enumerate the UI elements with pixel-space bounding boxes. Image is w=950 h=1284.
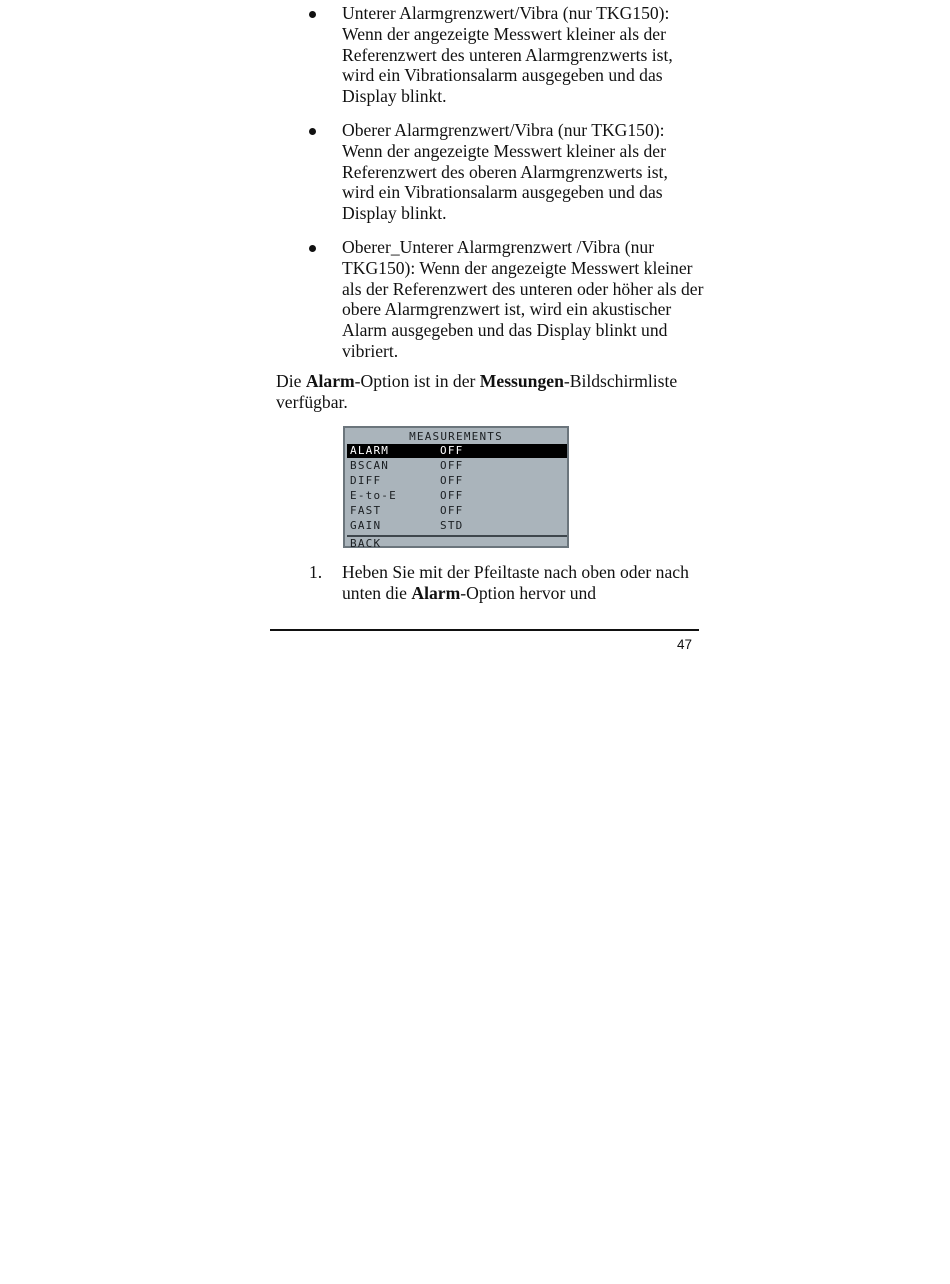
bullet-text: Oberer Alarmgrenzwert/Vibra (nur TKG150): Wenn der angezeigte Messwert kleiner als der Referenzwert des oberen Alarmgrenzwerts ist, wird ein Vibrationsalarm ausgegeben und das Display blinkt. (342, 119, 668, 224)
lcd-footer-back: BACK (350, 537, 382, 550)
lcd-row-alarm (347, 444, 567, 458)
bullet-icon (309, 11, 316, 18)
list-item (304, 120, 704, 224)
measurements-screen-image (343, 426, 569, 548)
page-number: 47 (676, 637, 692, 652)
lcd-row-label: DIFF (350, 474, 382, 487)
lcd-row-e-to-e (347, 489, 567, 503)
lcd-row-label: BSCAN (350, 459, 390, 472)
lcd-row-fast (347, 504, 567, 518)
footer-divider (270, 629, 699, 631)
paragraph-middle: -Option ist in der (354, 371, 480, 391)
lcd-row-value: OFF (440, 444, 464, 457)
list-item (304, 3, 704, 107)
lcd-title: MEASUREMENTS (409, 430, 503, 443)
lcd-row-value: STD (440, 519, 464, 532)
step-bold-alarm: Alarm (411, 582, 461, 603)
lcd-row-value: OFF (440, 504, 464, 517)
lcd-row-label: ALARM (350, 444, 390, 457)
step-item (304, 562, 704, 604)
paragraph-bold-messungen: Messungen (479, 371, 564, 391)
lcd-row-bscan (347, 459, 567, 473)
paragraph-bold-alarm: Alarm (305, 371, 355, 391)
step-number: 1. (309, 562, 323, 582)
bullet-icon (309, 245, 316, 252)
paragraph-prefix: Die (276, 371, 306, 391)
lcd-row-value: OFF (440, 489, 464, 502)
list-item (304, 237, 704, 362)
lcd-row-diff (347, 474, 567, 488)
alarm-limit-bullet-list (304, 3, 704, 375)
lcd-row-value: OFF (440, 459, 464, 472)
step-text (304, 562, 704, 604)
paragraph-suffix: -Bildschirmliste verfügbar. (276, 371, 678, 412)
bullet-text: Oberer_Unterer Alarmgrenzwert /Vibra (nur TKG150): Wenn der angezeigte Messwert kleiner als der Referenzwert des unteren oder höher als der obere Alarmgrenzwert ist, wird ein akustischer Alarm ausgegeben und das Display blinkt und vibriert. (342, 236, 704, 361)
bullet-text: Unterer Alarmgrenzwert/Vibra (nur TKG150): Wenn der angezeigte Messwert kleiner als der Referenzwert des unteren Alarmgrenzwerts ist, wird ein Vibrationsalarm ausgegeben und das Display blinkt. (342, 3, 673, 107)
lcd-row-value: OFF (440, 474, 464, 487)
lcd-row-label: GAIN (350, 519, 382, 532)
lcd-row-gain (347, 519, 567, 533)
step-prefix: Heben Sie mit der Pfeiltaste nach oben oder nach unten die (342, 562, 689, 603)
bullet-icon (309, 128, 316, 135)
step-suffix: -Option hervor und (460, 582, 597, 603)
lcd-row-label: FAST (350, 504, 382, 517)
lcd-row-label: E-to-E (350, 489, 397, 502)
availability-paragraph (276, 371, 706, 413)
